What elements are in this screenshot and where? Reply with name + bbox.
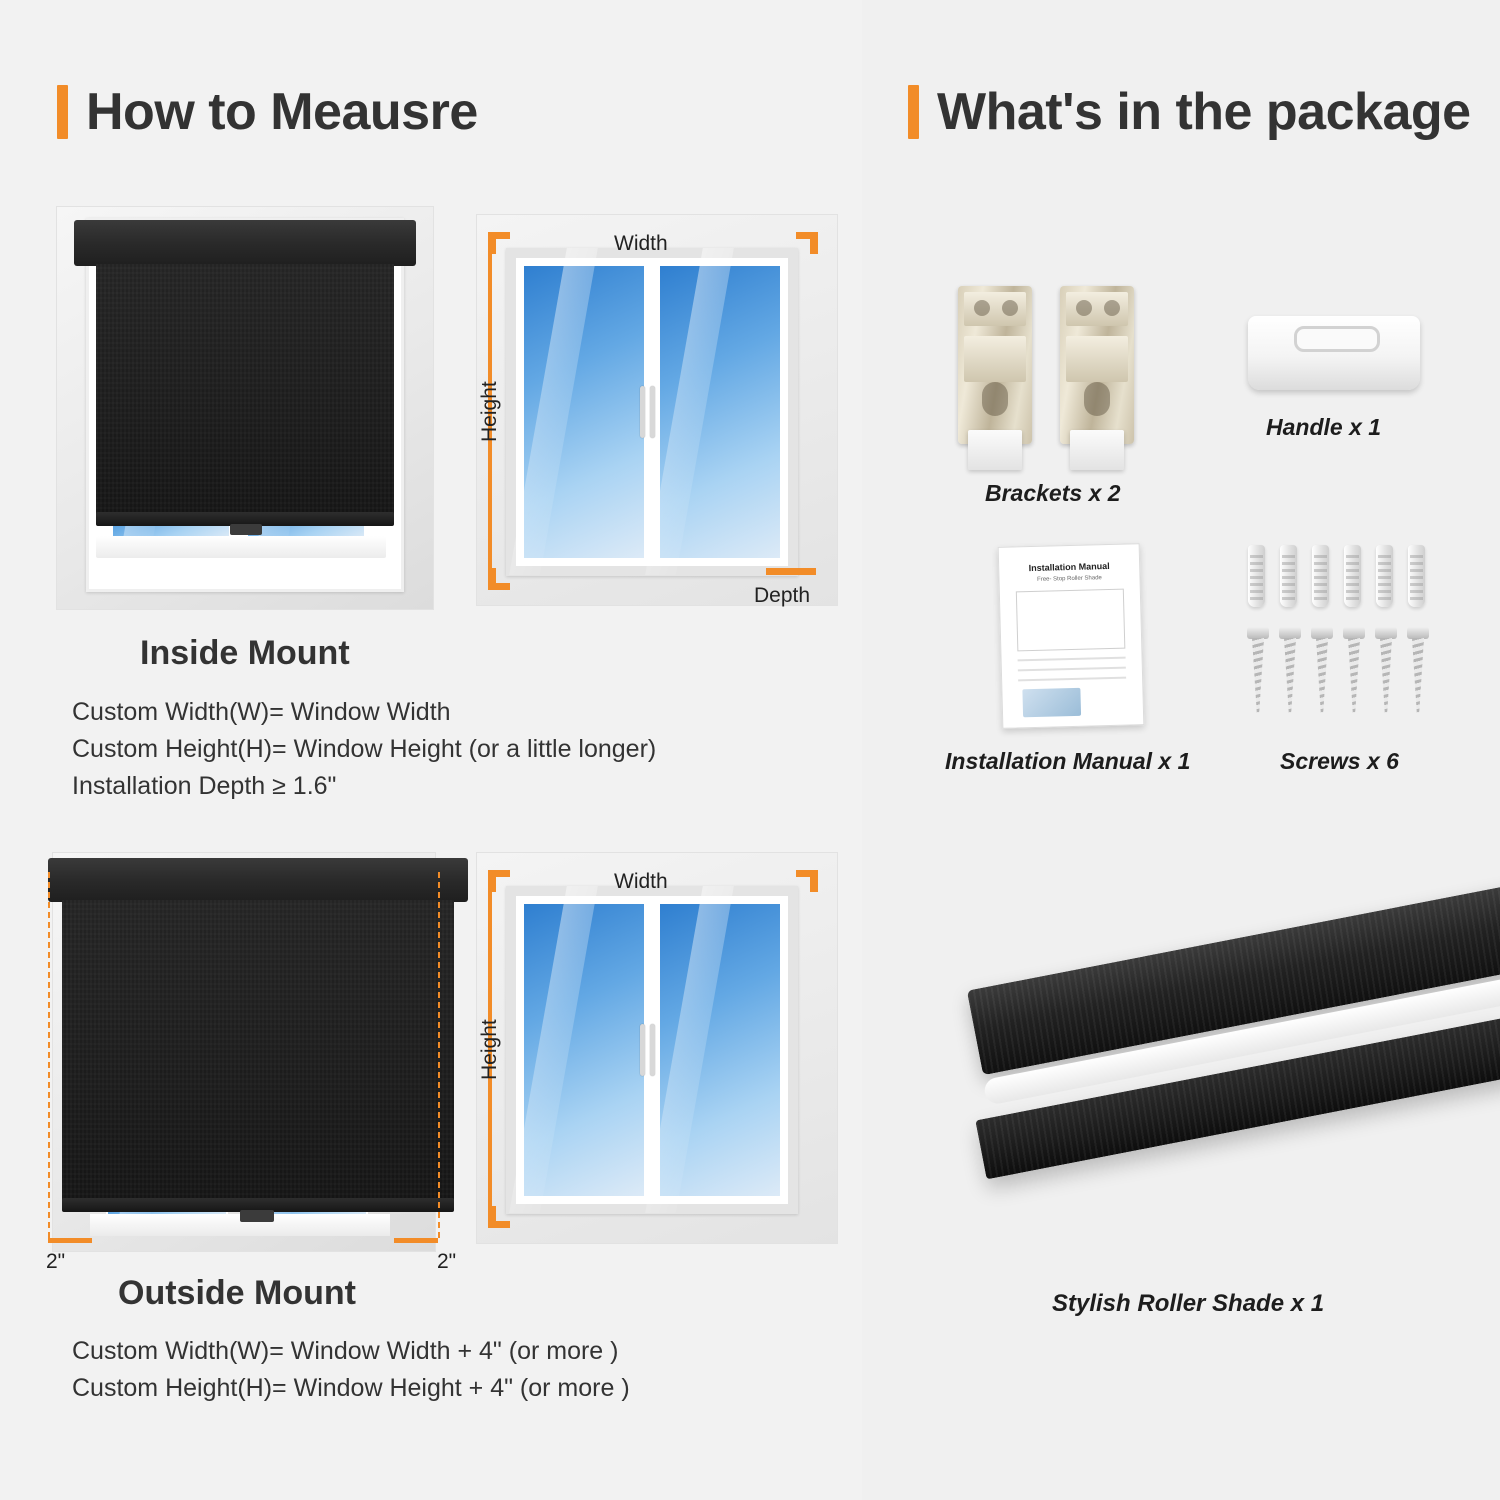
manual-text-line (1018, 667, 1126, 672)
overhang-line-right (394, 1238, 438, 1243)
screw-icon (1410, 627, 1426, 713)
overhang-left-label: 2" (46, 1250, 66, 1273)
manual-cover-title: Installation Manual (1028, 560, 1110, 574)
accent-bar-right (908, 85, 919, 139)
anchor-icon (1344, 545, 1361, 607)
window-sill (96, 536, 386, 558)
window-glass-right (658, 264, 782, 560)
brackets-label: Brackets x 2 (985, 480, 1121, 506)
shade-headrail (48, 858, 468, 902)
inside-spec-3: Installation Depth ≥ 1.6" (72, 772, 337, 800)
manual-illustration (1000, 545, 1150, 735)
handle-notch (1294, 326, 1380, 352)
window-handle-left (640, 1024, 645, 1076)
anchor-icon (1312, 545, 1329, 607)
bracket-slot (982, 382, 1008, 416)
dim-marker (488, 870, 510, 877)
screw-head (1343, 627, 1365, 639)
accent-bar-left (57, 85, 68, 139)
screw-icon (1346, 627, 1362, 713)
screw-icon (1250, 627, 1266, 713)
bracket-plate (1066, 336, 1128, 382)
screw-shaft (1348, 638, 1360, 713)
outside-mount-shade-illustration (34, 852, 454, 1252)
shade-pull-tab (240, 1210, 274, 1222)
how-to-measure-heading-text: How to Meausre (86, 83, 478, 141)
how-to-measure-heading (57, 82, 478, 142)
dim-marker (796, 870, 818, 877)
manual-diagram-box (1016, 589, 1126, 652)
screw-icon (1282, 627, 1298, 713)
screw-head (1279, 627, 1301, 639)
dim-marker (796, 232, 818, 239)
bracket-icon (1060, 286, 1134, 444)
screws-label: Screws x 6 (1280, 748, 1399, 774)
roller-shade-illustration (955, 930, 1500, 1260)
dim-marker (488, 1221, 510, 1228)
manual-label: Installation Manual x 1 (945, 748, 1191, 774)
shade-fabric (62, 900, 454, 1200)
bracket-plate (964, 336, 1026, 382)
screw-shaft (1380, 638, 1392, 713)
overhang-line-left (48, 1238, 92, 1243)
manual-text-line (1018, 657, 1126, 662)
anchor-icon (1248, 545, 1265, 607)
bracket-hole (1002, 300, 1018, 316)
screw-head (1247, 627, 1269, 639)
bracket-slot (1084, 382, 1110, 416)
bracket-tail (1070, 430, 1124, 470)
screw-shaft (1316, 638, 1328, 713)
manual-image (1022, 688, 1081, 718)
width-label: Width (614, 232, 668, 255)
overhang-dash-left (48, 872, 50, 1238)
window-glass-right (658, 902, 782, 1198)
shade-fabric (96, 264, 394, 514)
bracket-tail (968, 430, 1022, 470)
inside-spec-2: Custom Height(H)= Window Height (or a little longer) (72, 735, 657, 763)
window-glass-left (522, 264, 646, 560)
window-handle-right (650, 386, 655, 438)
width-label: Width (614, 870, 668, 893)
brackets-illustration (958, 286, 1158, 456)
overhang-right-label: 2" (437, 1250, 457, 1273)
screw-icon (1314, 627, 1330, 713)
handle-label: Handle x 1 (1266, 414, 1382, 440)
depth-label: Depth (754, 584, 811, 607)
screw-shaft (1284, 638, 1296, 713)
inside-mount-dimension-diagram (466, 206, 848, 610)
overhang-dash-right (438, 872, 440, 1238)
bracket-hole (974, 300, 990, 316)
screw-icon (1378, 627, 1394, 713)
anchor-icon (1408, 545, 1425, 607)
outside-spec-1: Custom Width(W)= Window Width + 4" (or more ) (72, 1337, 619, 1365)
height-label: Height (478, 1019, 501, 1080)
package-heading-text: What's in the package (937, 83, 1471, 141)
dim-marker (488, 232, 510, 239)
anchor-icon (1280, 545, 1297, 607)
shade-pull-tab (230, 524, 262, 535)
manual-cover-subtitle: Free- Stop Roller Shade (1037, 575, 1102, 583)
screws-illustration (1248, 545, 1438, 725)
handle-illustration (1248, 316, 1428, 406)
manual-text-line (1018, 677, 1126, 682)
height-label: Height (478, 381, 501, 442)
screw-head (1311, 627, 1333, 639)
screw-shaft (1412, 638, 1424, 713)
anchor-icon (1376, 545, 1393, 607)
inside-mount-title: Inside Mount (140, 634, 350, 672)
screw-head (1375, 627, 1397, 639)
bracket-icon (958, 286, 1032, 444)
bracket-hole (1076, 300, 1092, 316)
depth-dimension-line (766, 568, 816, 575)
window-handle-right (650, 1024, 655, 1076)
handle-icon (1248, 316, 1420, 390)
screw-head (1407, 627, 1429, 639)
manual-icon (998, 543, 1145, 729)
outside-spec-2: Custom Height(H)= Window Height + 4" (or more ) (72, 1374, 630, 1402)
roller-shade-label: Stylish Roller Shade x 1 (1052, 1290, 1325, 1317)
package-heading (908, 82, 1471, 142)
outside-mount-title: Outside Mount (118, 1274, 356, 1312)
inside-spec-1: Custom Width(W)= Window Width (72, 698, 451, 726)
outside-mount-dimension-diagram (466, 844, 848, 1248)
window-handle-left (640, 386, 645, 438)
inside-mount-shade-illustration (56, 206, 434, 610)
screw-shaft (1252, 638, 1264, 713)
dim-marker (488, 583, 510, 590)
shade-headrail (74, 220, 416, 266)
window-glass-left (522, 902, 646, 1198)
bracket-hole (1104, 300, 1120, 316)
